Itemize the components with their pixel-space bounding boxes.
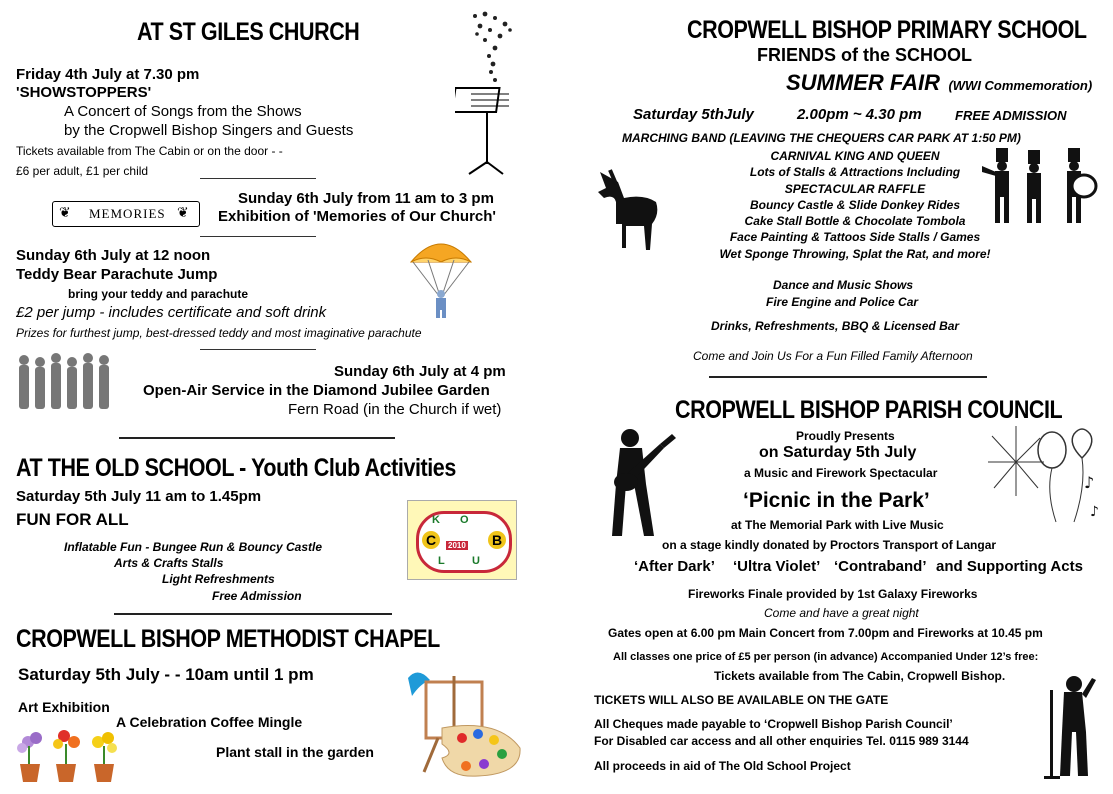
proceeds: All proceeds in aid of The Old School Project [594, 759, 851, 773]
concert-price: £6 per adult, £1 per child [16, 164, 149, 178]
chapel-line-2: A Celebration Coffee Mingle [116, 714, 303, 730]
st-giles-heading: AT ST GILES CHURCH [137, 18, 360, 46]
section-divider [114, 613, 392, 615]
act-supporting: and Supporting Acts [936, 558, 1083, 575]
divider [200, 236, 316, 237]
ornament-icon: ❦ [59, 204, 71, 220]
flower-pots-icon [14, 728, 124, 786]
parachute-icon [408, 234, 474, 320]
concert-line-1: A Concert of Songs from the Shows [64, 103, 302, 120]
chapel-heading: CROPWELL BISHOP METHODIST CHAPEL [16, 625, 440, 653]
old-school-heading: AT THE OLD SCHOOL - Youth Club Activities [16, 454, 456, 482]
memories-badge-label: MEMORIES [89, 206, 166, 221]
youth-club-logo [407, 500, 517, 580]
school-subheading: FRIENDS of the SCHOOL [757, 45, 972, 65]
act-after-dark: ‘After Dark’ [634, 558, 715, 575]
marching-band-icon [982, 146, 1102, 230]
fair-line: Wet Sponge Throwing, Splat the Rat, and more! [719, 246, 991, 261]
old-school-line-1: Inflatable Fun - Bungee Run & Bouncy Castle [64, 540, 323, 554]
memories-badge [52, 201, 200, 227]
memories-date: Sunday 6th July from 11 am to 3 pm [238, 190, 494, 207]
council-stage: on a stage kindly donated by Proctors Transport of Langar [662, 538, 997, 552]
old-school-line-3: Light Refreshments [162, 572, 275, 586]
music-stand-icon [455, 6, 525, 176]
fair-line: CARNIVAL KING AND QUEEN [770, 149, 940, 163]
council-heading: CROPWELL BISHOP PARISH COUNCIL [675, 396, 1063, 424]
old-school-line-2: Arts & Crafts Stalls [114, 556, 224, 570]
parachute-line-1: bring your teddy and parachute [68, 287, 249, 301]
parachute-line-2: £2 per jump - includes certificate and soft drink [16, 304, 327, 321]
parachute-line-3: Prizes for furthest jump, best-dressed teddy and most imaginative parachute [16, 326, 422, 340]
dance-shows: Dance and Music Shows [773, 278, 914, 292]
svg-text:♪: ♪ [1084, 473, 1095, 492]
picnic-title: ‘Picnic in the Park’ [743, 489, 930, 512]
memories-title: Exhibition of 'Memories of Our Church' [218, 208, 496, 225]
fair-line: Cake Stall Bottle & Chocolate Tombola [744, 214, 966, 229]
fair-line: Lots of Stalls & Attractions Including [749, 165, 961, 180]
singer-icon [1042, 672, 1098, 782]
summer-fair-note: (WWI Commemoration) [948, 78, 1093, 93]
fair-line: SPECTACULAR RAFFLE [784, 181, 926, 196]
great-night: Come and have a great night [764, 606, 919, 620]
school-heading: CROPWELL BISHOP PRIMARY SCHOOL [687, 16, 1087, 44]
fair-time: 2.00pm ~ 4.30 pm [797, 106, 922, 123]
chapel-line-3: Plant stall in the garden [216, 744, 374, 760]
logo-letter: L [438, 555, 445, 567]
cheques: All Cheques made payable to ‘Cropwell Bishop Parish Council’ [594, 717, 953, 731]
old-school-date: Saturday 5th July 11 am to 1.45pm [16, 488, 262, 505]
ornament-icon: ❦ [177, 204, 189, 220]
section-divider [119, 437, 395, 439]
chapel-date: Saturday 5th July - - 10am until 1 pm [18, 665, 314, 684]
service-date: Sunday 6th July at 4 pm [334, 363, 506, 380]
parachute-date: Sunday 6th July at 12 noon [16, 247, 211, 264]
fireworks-balloons-icon [986, 422, 1102, 532]
council-venue: at The Memorial Park with Live Music [731, 518, 944, 532]
drinks: Drinks, Refreshments, BBQ & Licensed Bar [711, 319, 960, 333]
section-divider [709, 376, 987, 378]
act-ultra-violet: ‘Ultra Violet’ [733, 558, 821, 575]
chapel-line-1: Art Exhibition [18, 699, 110, 715]
fair-line: Bouncy Castle & Slide Donkey Rides [749, 197, 961, 212]
disabled-access: For Disabled car access and all other enquiries Tel. 0115 989 3144 [594, 734, 969, 748]
act-contraband: ‘Contraband’ [834, 558, 927, 575]
svg-text:♪: ♪ [1090, 504, 1099, 520]
fireworks-finale: Fireworks Finale provided by 1st Galaxy Fireworks [688, 587, 978, 601]
tickets-available: Tickets available from The Cabin, Cropwell Bishop. [714, 669, 1006, 683]
logo-letter: K [432, 514, 440, 526]
ticket-price: All classes one price of £5 per person (in advance) Accompanied Under 12’s free: [613, 651, 1039, 663]
spectacular: a Music and Firework Spectacular [744, 466, 938, 480]
summer-fair-label: SUMMER FAIR [786, 70, 940, 95]
divider [200, 178, 316, 179]
proudly-presents: Proudly Presents [796, 429, 895, 443]
old-school-line-4: Free Admission [212, 589, 302, 603]
fair-line: Face Painting & Tattoos Side Stalls / Games [729, 230, 981, 245]
fire-engine: Fire Engine and Police Car [766, 295, 919, 309]
fair-admission: FREE ADMISSION [955, 108, 1067, 123]
fair-date: Saturday 5thJuly [633, 106, 754, 123]
donkey-icon [594, 168, 666, 258]
guitarist-icon [600, 424, 680, 540]
logo-letter: O [460, 514, 469, 526]
parachute-title: Teddy Bear Parachute Jump [16, 266, 218, 283]
concert-title: 'SHOWSTOPPERS' [16, 84, 152, 101]
come-and-join: Come and Join Us For a Fun Filled Family Afternoon [693, 349, 973, 363]
summer-fair-title [786, 70, 1092, 96]
concert-date: Friday 4th July at 7.30 pm [16, 66, 200, 83]
logo-letter: C [422, 531, 440, 549]
service-location: Fern Road (in the Church if wet) [288, 401, 502, 418]
concert-line-2: by the Cropwell Bishop Singers and Guests [64, 122, 354, 139]
council-date: on Saturday 5th July [759, 444, 917, 461]
concert-tickets: Tickets available from The Cabin or on the door - - [16, 144, 283, 158]
gates-open: Gates open at 6.00 pm Main Concert from 7.00pm and Fireworks at 10.45 pm [608, 626, 1043, 640]
people-silhouette-icon [16, 352, 116, 412]
logo-letter: U [472, 555, 480, 567]
logo-year: 2010 [448, 541, 466, 550]
marching-band: MARCHING BAND (LEAVING THE CHEQUERS CAR PARK AT 1:50 PM) [622, 131, 1021, 145]
logo-letter: B [488, 531, 506, 549]
service-title: Open-Air Service in the Diamond Jubilee Garden [143, 382, 490, 399]
old-school-title: FUN FOR ALL [16, 510, 129, 529]
tickets-gate: TICKETS WILL ALSO BE AVAILABLE ON THE GATE [594, 693, 889, 707]
divider [200, 349, 316, 350]
easel-palette-icon [398, 668, 526, 780]
